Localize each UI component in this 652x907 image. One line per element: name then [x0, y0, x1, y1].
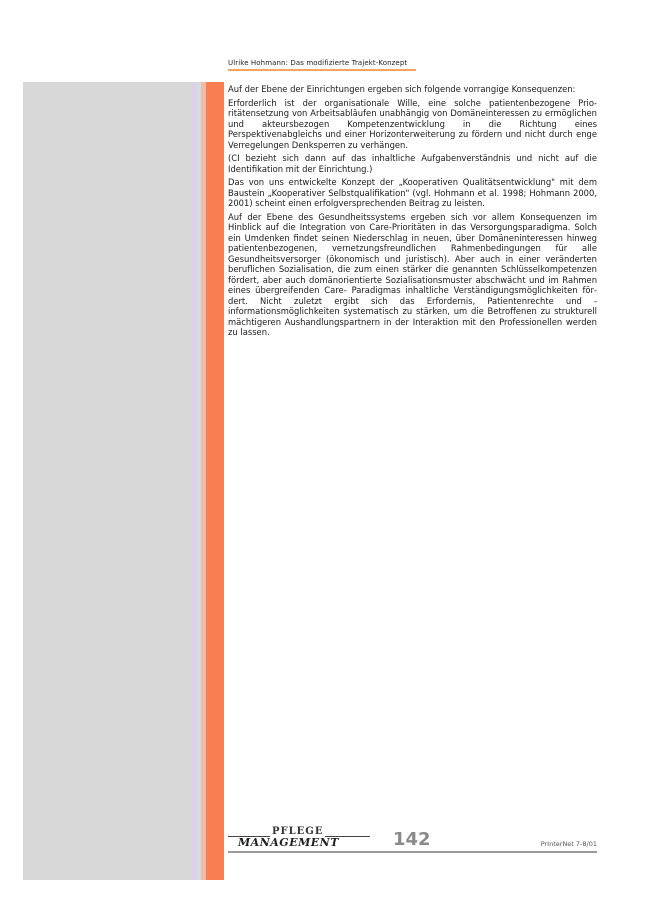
left-margin-panel: [23, 82, 193, 880]
paragraph: Auf der Ebene des Gesundheitssystems ergeben sich vor allem Konsequenzen im Hinblick auf die Integration von Care-Prioritäten in das Versorgungsparadigma. Solch ein Umdenken findet seinen Niederschlag in neuen, über Domäneninteressen hinweg patientenbezogenen, vernetzungsfreundlichen Rahmenbedingungen für alle Gesundheitsversorger (ökonomisch und juristisch). Aber auch in einer veränderten beruflichen Sozialisation, die zum einen stärker die genannten Schlüsselkompetenzen fördert, aber auch domänorientierte Sozialisationsmuster abschwächt und im Rahmen eines übergreifenden Care- Paradigmas inhaltliche Verständigungsmöglichkeiten fördert. Nicht zuletzt ergibt sich das Erfordernis, Patientenrechte und -informationsmöglichkeiten systematisch zu stärken, um die Betroffenen zu strukturell mächtigeren Aushandlungspartnern in der Interaktion mit den Professionellen werden zu lassen.: [228, 211, 597, 337]
logo-top-text: PFLEGE: [272, 826, 324, 837]
page-number: 142: [393, 829, 431, 850]
paragraph: Das von uns entwickelte Konzept der „Kooperativen Qualitätsentwicklung" mit dem Baustein „Kooperativer Selbstqualifikation" (vgl. Hohmann et al. 1998; Hohmann 2000, 2001) scheint einen erfolgversprechenden Beitrag zu leisten.: [228, 177, 597, 208]
logo-bottom-text: MANAGEMENT: [238, 836, 339, 849]
paragraph: Auf der Ebene der Einrichtungen ergeben sich folgende vorrangige Konsequenzen:: [228, 84, 576, 94]
journal-logo: [228, 826, 370, 850]
running-head: Ulrike Hohmann: Das modifizierte Trajekt-Konzept: [228, 59, 416, 71]
paragraph: Erforderlich ist der organisationale Wille, eine solche patientenbezogene Prioritätensetzung von Arbeitsabläufen unabhängig von Domäneinteressen zu ermöglichen und akteursbezogen Kompetenzentwicklung in die Richtung eines Perspektivenabgleichs und einer Horizonterweiterung zu fördern und nicht durch enge Verregelungen Denksperren zu verhängen.: [228, 97, 597, 150]
journal-reference: PrInterNet 7-8/01: [540, 840, 597, 848]
accent-bar: [206, 82, 224, 880]
article-body: [228, 84, 597, 341]
footer-rule: [228, 851, 597, 853]
paragraph: (CI bezieht sich dann auf das inhaltliche Aufgabenverständnis und nicht auf die Identifikation mit der Einrichtung.): [228, 153, 597, 174]
